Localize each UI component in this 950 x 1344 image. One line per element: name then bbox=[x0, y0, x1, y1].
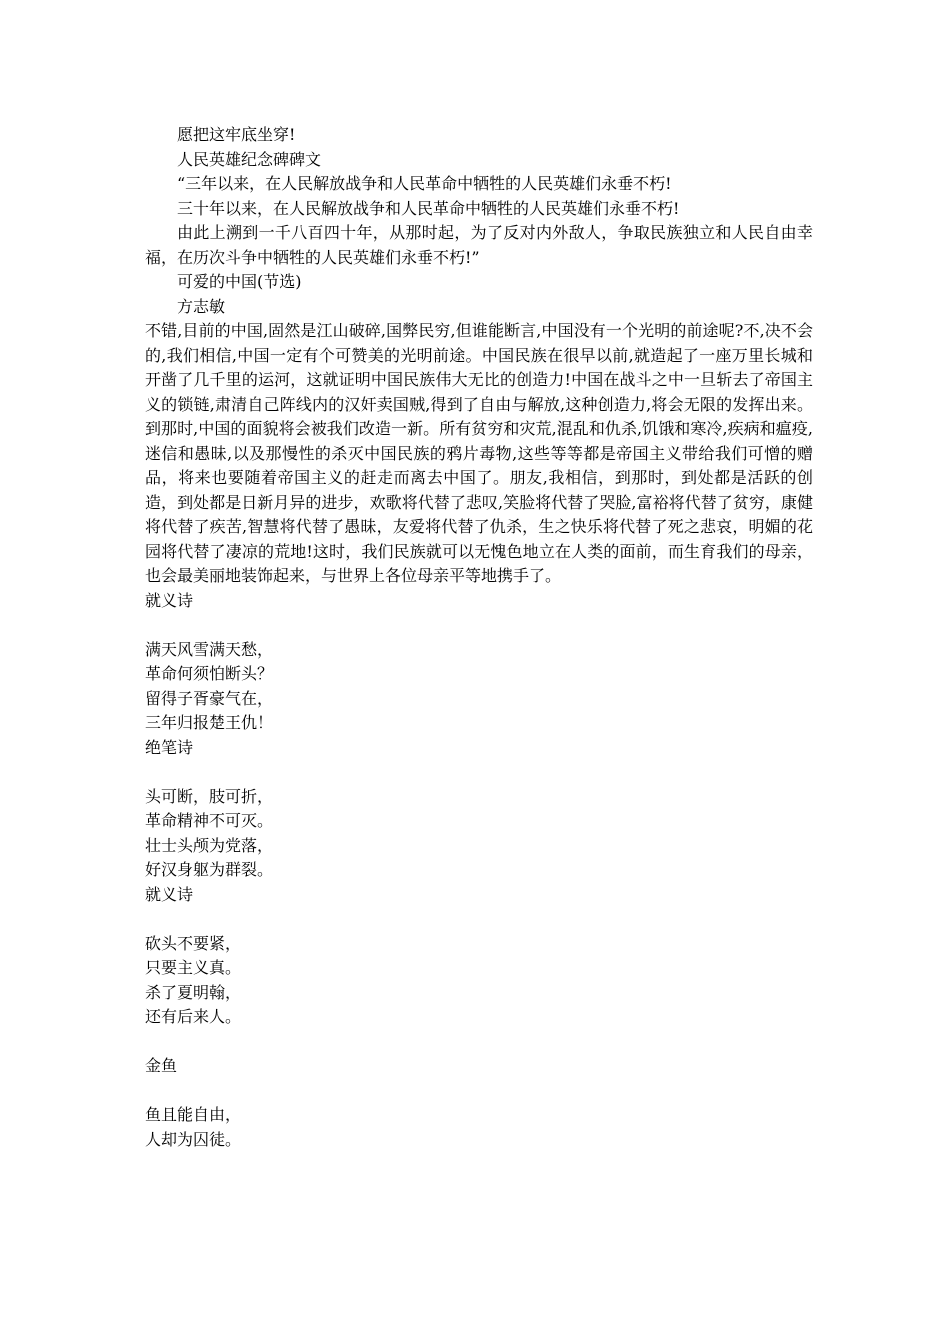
poem-line: 人却为囚徒。 bbox=[145, 1129, 242, 1149]
poem-line: 壮士头颅为党落， bbox=[145, 835, 274, 855]
essay-title: 可爱的中国(节选) bbox=[177, 272, 302, 291]
monument-line-2: 三十年以来，在人民解放战争和人民革命中牺牲的人民英雄们永垂不朽! bbox=[177, 198, 680, 218]
blank-line bbox=[145, 760, 813, 785]
monument-line-1: “三年以来，在人民解放战争和人民革命中牺牲的人民英雄们永垂不朽! bbox=[177, 174, 672, 193]
poem-title: 就义诗 bbox=[145, 884, 194, 904]
essay-author: 方志敏 bbox=[177, 296, 226, 316]
monument-title: 人民英雄纪念碑碑文 bbox=[177, 149, 322, 169]
poem-title: 绝笔诗 bbox=[145, 737, 194, 757]
blank-line bbox=[145, 1030, 813, 1055]
poem-line: 好汉身躯为群裂。 bbox=[145, 860, 274, 879]
blank-line bbox=[145, 1079, 813, 1104]
poem-line: 留得子胥豪气在， bbox=[145, 688, 274, 708]
document-body bbox=[145, 123, 813, 1152]
poem-line: 杀了夏明翰， bbox=[145, 982, 242, 1002]
poem-line: 还有后来人。 bbox=[145, 1007, 242, 1026]
poem-line: 革命精神不可灭。 bbox=[145, 811, 274, 830]
poem-line: 砍头不要紧， bbox=[145, 933, 242, 953]
blank-line bbox=[145, 907, 813, 932]
poem-line: 革命何须怕断头？ bbox=[145, 664, 274, 683]
poem-line: 鱼且能自由， bbox=[145, 1105, 242, 1124]
poem-line: 头可断，肢可折， bbox=[145, 786, 274, 806]
poem-line: 三年归报楚王仇！ bbox=[145, 713, 274, 732]
closing-line: 愿把这牢底坐穿! bbox=[177, 125, 296, 144]
blank-line bbox=[145, 613, 813, 638]
poem-title: 就义诗 bbox=[145, 590, 194, 610]
poem-title: 金鱼 bbox=[145, 1056, 178, 1075]
poem-line: 只要主义真。 bbox=[145, 958, 242, 977]
monument-line-3: 由此上溯到一千八百四十年，从那时起，为了反对内外敌人，争取民族独立和人民自由幸福，在历次斗争中牺牲的人民英雄们永垂不朽!” bbox=[145, 223, 813, 267]
essay-paragraph: 不错,目前的中国,固然是江山破碎,国弊民穷,但谁能断言,中国没有一个光明的前途呢?不,决不会的,我们相信,中国一定有个可赞美的光明前途。中国民族在很早以前,就造起了一座万里长城和开凿了几千里的运河，这就证明中国民族伟大无比的创造力!中国在战斗之中一旦斩去了帝国主义的锁链,肃清自己阵线内的汉奸卖国贼,得到了自由与解放,这种创造力,将会无限的发挥出来。到那时,中国的面貌将会被我们改造一新。所有贫穷和灾荒,混乱和仇杀,饥饿和寒冷,疾病和瘟疫,迷信和愚昧,以及那慢性的杀灭中国民族的鸦片毒物,这些等等都是帝国主义带给我们可憎的赠品，将来也要随着帝国主义的赶走而离去中国了。朋友,我相信，到那时，到处都是活跃的创造，到处都是日新月异的进步，欢歌将代替了悲叹,笑脸将代替了哭脸,富裕将代替了贫穷，康健将代替了疾苦,智慧将代替了愚昧，友爱将代替了仇杀，生之快乐将代替了死之悲哀，明媚的花园将代替了凄凉的荒地!这时，我们民族就可以无愧色地立在人类的面前，而生育我们的母亲，也会最美丽地装饰起来，与世界上各位母亲平等地携手了。 bbox=[145, 321, 813, 585]
poem-line: 满天风雪满天愁， bbox=[145, 639, 274, 659]
